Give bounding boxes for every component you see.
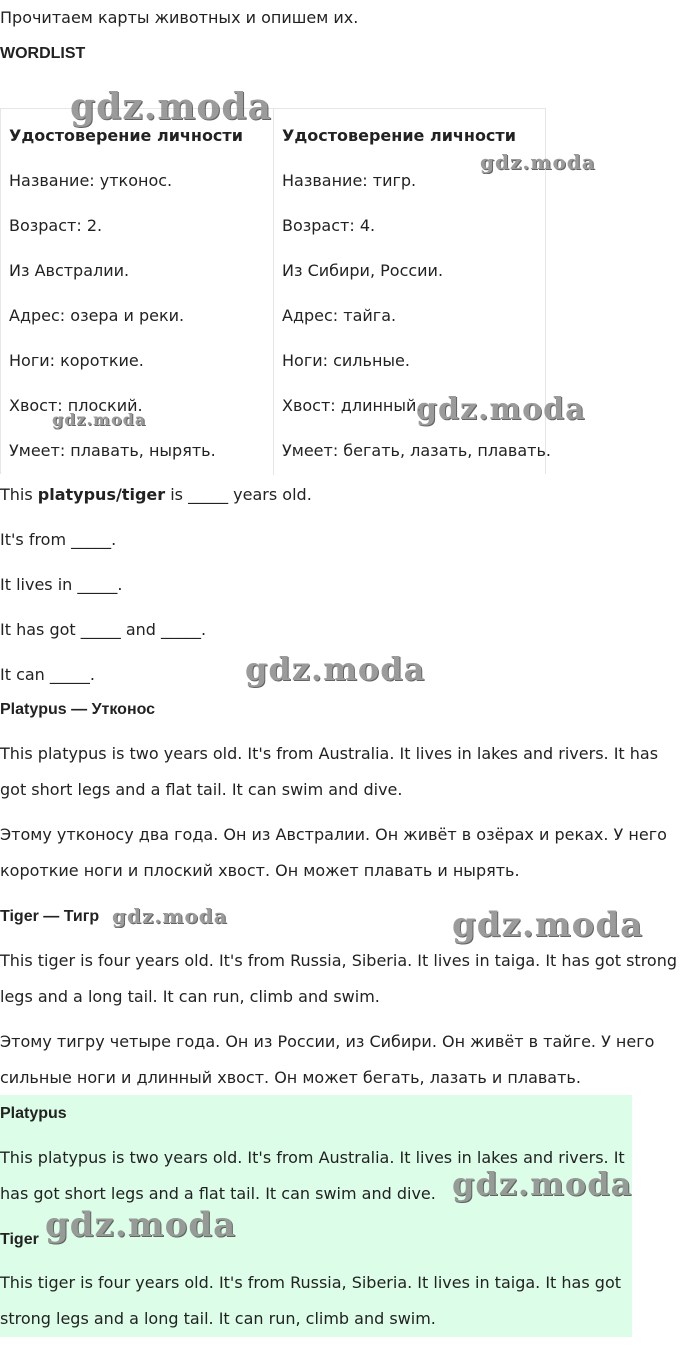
platypus-russian: Этому утконосу два года. Он из Австралии. Он живёт в озёрах и реках. У него короткие ноги и плоский хвост. Он может плавать и нырять. (0, 825, 667, 880)
answer-platypus-text: This platypus is two years old. It's from Australia. It lives in lakes and rivers. It has got short legs and a flat tail. It can swim and dive. (0, 1148, 625, 1203)
answer-tiger-heading: Tiger (0, 1231, 39, 1248)
watermark-logo: gdz.moda (70, 86, 272, 128)
intro-text: Прочитаем карты животных и опишем их. (0, 8, 359, 27)
tiger-english: This tiger is four years old. It's from Russia, Siberia. It lives in taiga. It has got strong legs and a long tail. It can run, climb and swim. (0, 951, 678, 1006)
template-suffix: is _____ years old. (165, 485, 312, 504)
template-line-4: It has got _____ and _____. (0, 620, 207, 639)
tiger-heading: Tiger — Тигр (0, 908, 100, 925)
watermark-logo: gdz.moda (480, 150, 596, 174)
watermark-logo: gdz.moda (245, 650, 426, 688)
template-bold: platypus/tiger (37, 485, 166, 504)
watermark-logo: gdz.moda (452, 1165, 633, 1203)
card-line: Из Австралии. (9, 261, 130, 280)
card-title: Удостоверение личности (9, 126, 243, 145)
answer-tiger-text: This tiger is four years old. It's from Russia, Siberia. It lives in taiga. It has got strong legs and a long tail. It can run, climb and swim. (0, 1273, 621, 1328)
card-title: Удостоверение личности (282, 126, 516, 145)
card-line: Из Сибири, России. (282, 261, 444, 280)
wordlist-heading: WORDLIST (0, 45, 86, 62)
watermark-logo: gdz.moda (416, 392, 586, 427)
card-line: Адрес: озера и реки. (9, 306, 185, 325)
card-line: Хвост: длинный. (282, 396, 422, 415)
template-line-5: It can _____. (0, 665, 95, 684)
watermark-logo: gdz.moda (45, 1205, 237, 1245)
watermark-logo: gdz.moda (452, 905, 644, 945)
watermark-logo: gdz.moda (112, 904, 228, 928)
card-line: Название: тигр. (282, 171, 417, 190)
card-line: Ноги: короткие. (9, 351, 144, 370)
card-line: Ноги: сильные. (282, 351, 410, 370)
card-line: Умеет: бегать, лазать, плавать. (282, 441, 551, 460)
card-line: Возраст: 4. (282, 216, 376, 235)
template-line-1 (0, 485, 312, 505)
platypus-heading: Platypus — Утконос (0, 701, 156, 718)
card-line: Умеет: плавать, нырять. (9, 441, 216, 460)
card-line: Адрес: тайга. (282, 306, 397, 325)
watermark-logo: gdz.moda (52, 410, 147, 429)
template-line-3: It lives in _____. (0, 575, 123, 594)
answer-platypus-heading: Platypus (0, 1105, 67, 1122)
card-line: Возраст: 2. (9, 216, 103, 235)
template-prefix: This (0, 485, 38, 504)
card-line: Название: утконос. (9, 171, 173, 190)
platypus-english: This platypus is two years old. It's from Australia. It lives in lakes and rivers. It has got short legs and a flat tail. It can swim and dive. (0, 744, 659, 799)
template-line-2: It's from _____. (0, 530, 117, 549)
card-line: Хвост: плоский. (9, 396, 143, 415)
tiger-russian: Этому тигру четыре года. Он из России, из Сибири. Он живёт в тайге. У него сильные ноги и длинный хвост. Он может бегать, лазать и плавать. (0, 1032, 655, 1087)
